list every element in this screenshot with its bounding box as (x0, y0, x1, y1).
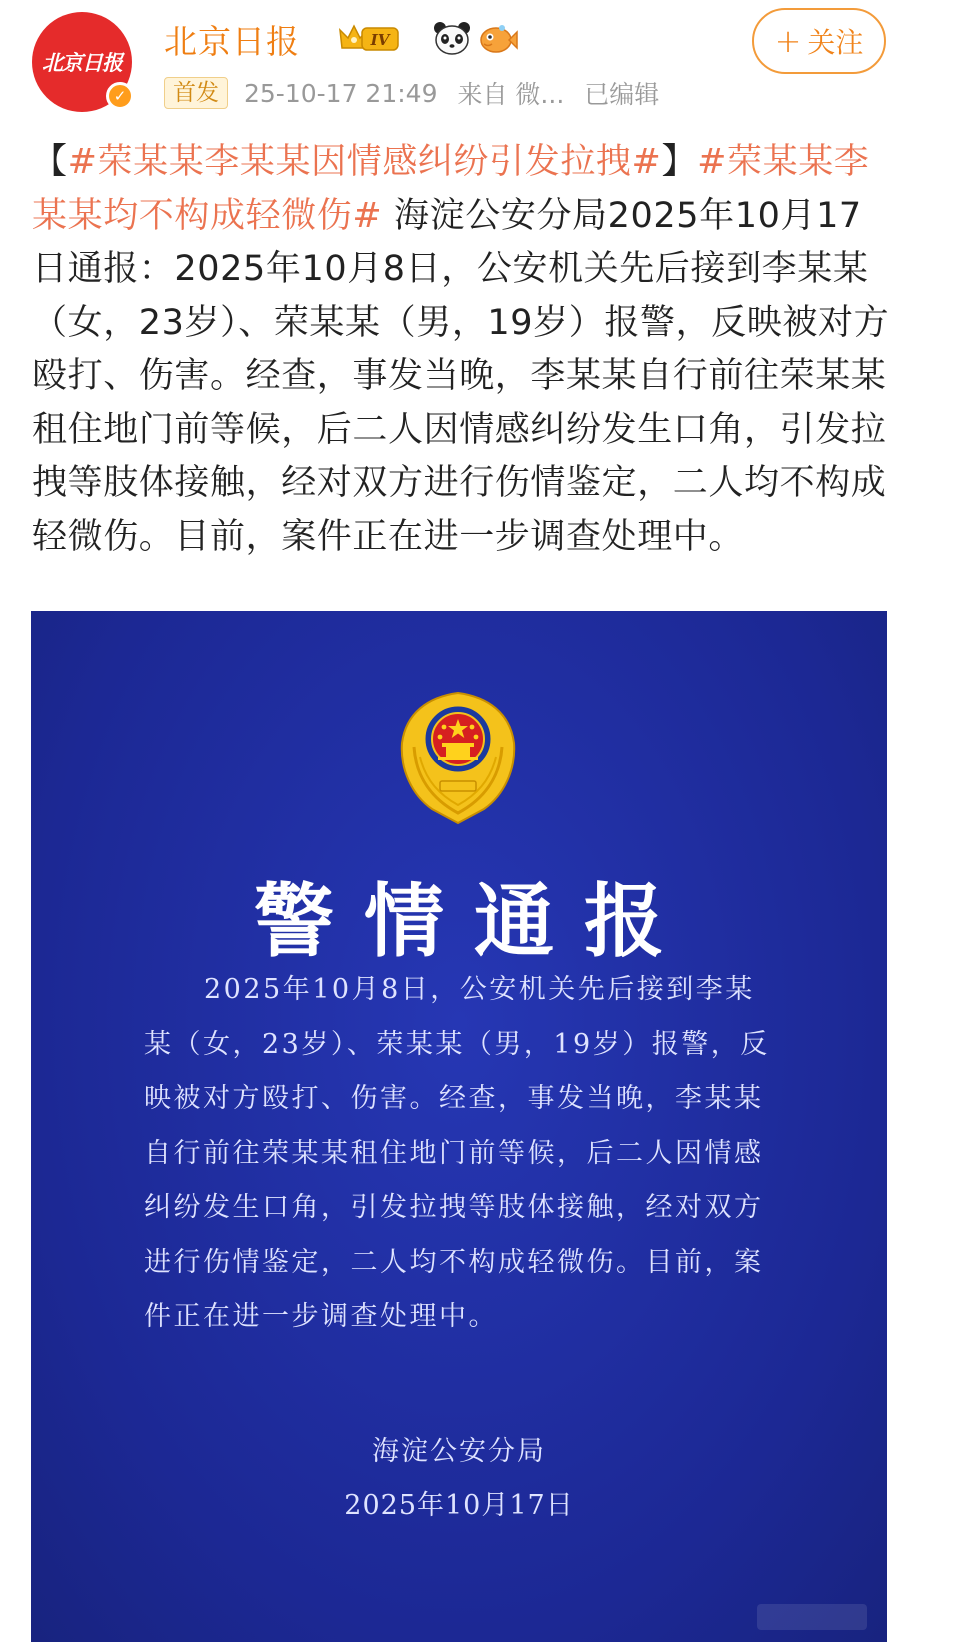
post-meta (164, 76, 659, 110)
panda-icon (432, 20, 472, 56)
notice-org: 海淀公安分局 (372, 1436, 546, 1467)
follow-label: 关注 (807, 26, 864, 59)
level-badge-text: IV (370, 31, 390, 49)
notice-title: 警情通报 (254, 874, 694, 968)
first-publish-badge: 首发 (164, 77, 228, 109)
edited-label[interactable]: 已编辑 (584, 80, 660, 109)
post-body: 海淀公安分局2025年10月17日通报：2025年10月8日，公安机关先后接到李某某（女，23岁）、荣某某（男，19岁）报警，反映被对方殴打、伤害。经查，事发当晚，李某某自行前往荣某某租住地门前等候，后二人因情感纠纷发生口角，引发拉拽等肢体接触，经对双方进行伤情鉴定，二人均不构成轻微伤。目前，案件正在进一步调查处理中。 (32, 195, 890, 557)
police-notice-image[interactable] (31, 611, 887, 1642)
police-emblem-icon (392, 687, 524, 827)
fish-icon (478, 20, 518, 56)
avatar-text: 北京日报 (42, 50, 122, 75)
post-header (0, 0, 959, 120)
follow-button[interactable] (752, 8, 886, 74)
verified-icon: ✓ (106, 82, 134, 110)
bracket-open: 【 (32, 142, 68, 182)
crown-level-icon[interactable] (336, 20, 400, 52)
notice-date: 2025年10月17日 (344, 1490, 574, 1521)
notice-body: 2025年10月8日，公安机关先后接到李某某（女，23岁）、荣某某（男，19岁）报警，反映被对方殴打、伤害。经查，事发当晚，李某某自行前往荣某某租住地门前等候，后二人因情感纠纷发生口角，引发拉拽等肢体接触，经对双方进行伤情鉴定，二人均不构成轻微伤。目前，案件正在进一步调查处理中。 (144, 974, 770, 1332)
bracket-close: 】 (661, 142, 698, 182)
post-timestamp: 25-10-17 21:49 (244, 78, 438, 108)
plus-icon: + (774, 22, 802, 60)
post-source[interactable]: 来自 微... (457, 80, 565, 109)
post-text (32, 136, 892, 564)
watermark (757, 1604, 867, 1630)
hashtag-link-1[interactable]: #荣某某李某某因情感纠纷引发拉拽# (67, 142, 662, 182)
hashtag-link-2[interactable]: #荣某某李某某均不构成轻微伤# (32, 142, 870, 236)
account-name[interactable]: 北京日报 (164, 22, 300, 61)
